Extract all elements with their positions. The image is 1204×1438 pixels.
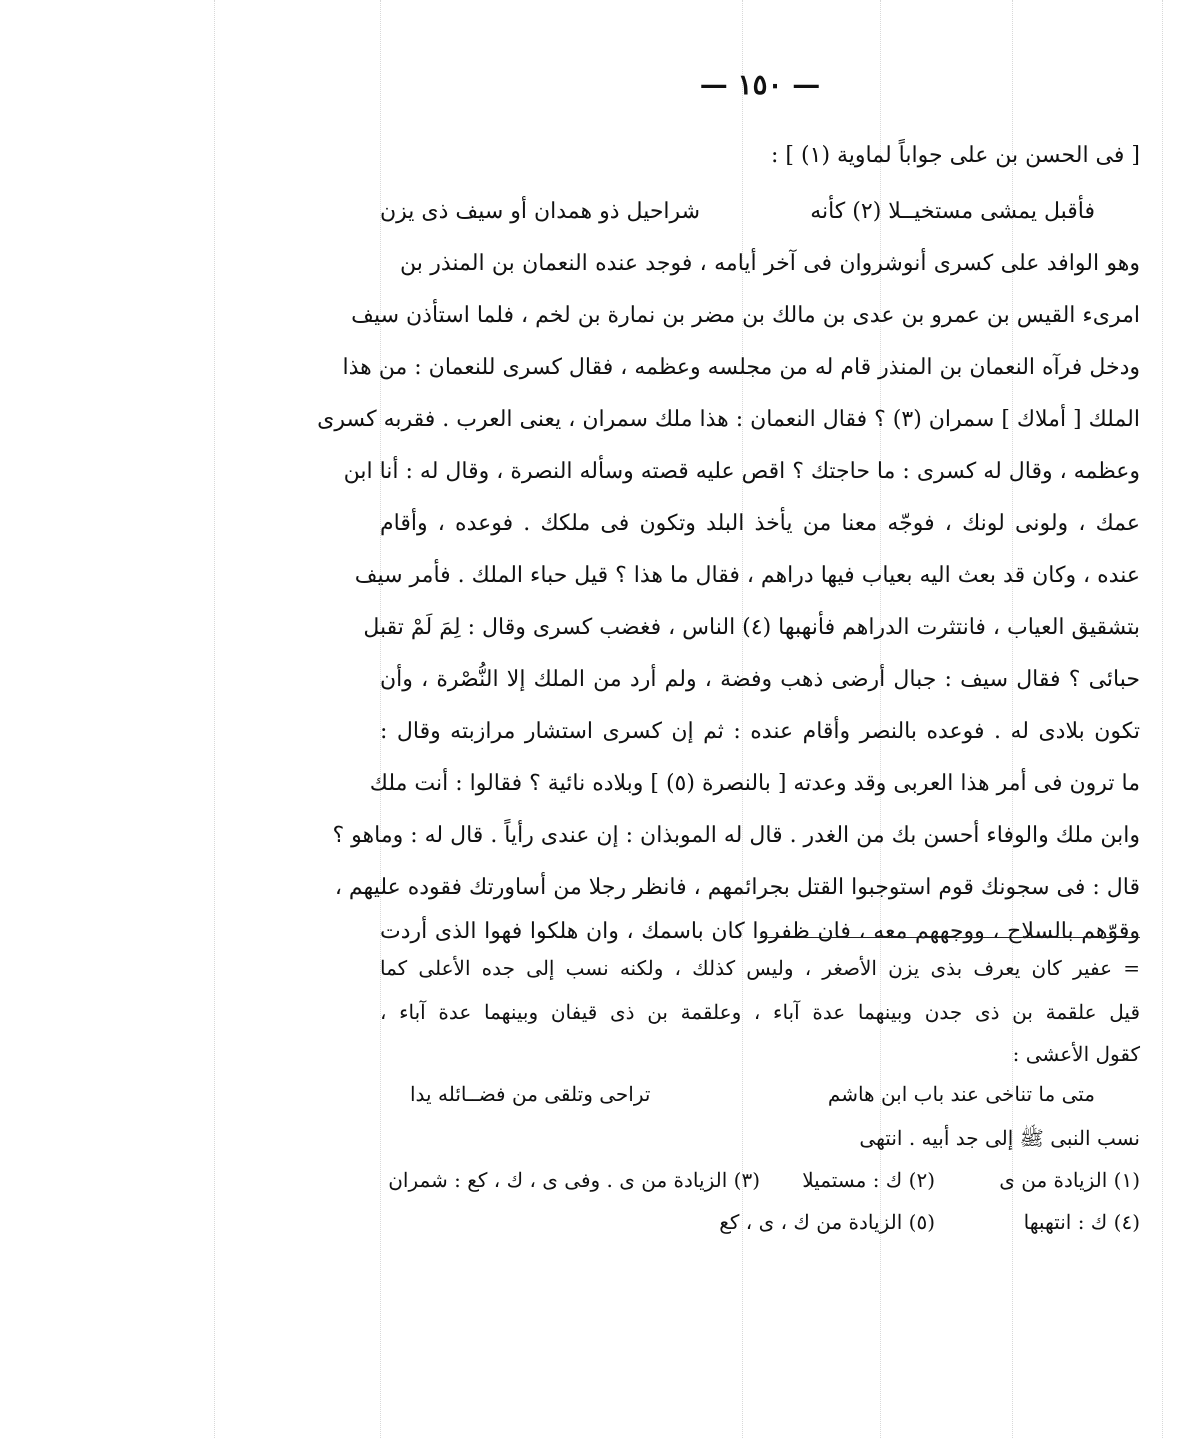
footnote-verse-first: متى ما تناخى عند باب ابن هاشم (827, 1082, 1095, 1106)
footnote-line: = عفير كان يعرف بذى يزن الأصغر ، وليس كذلك ، ولكنه نسب إلى جده الأعلى كما (380, 956, 1140, 980)
footnote-ref: (٣) الزيادة من ى . وفى ى ، ك ، كع : شمران (388, 1168, 760, 1192)
verse-first-hemistich: فأقبل يمشى مستخيــلا (٢) كأنه (810, 199, 1095, 224)
verse-second-hemistich: شراحيل ذو همدان أو سيف ذى يزن (380, 199, 701, 224)
body-line: ودخل فرآه النعمان بن المنذر قام له من مجلسه وعظمه ، فقال كسرى للنعمان : من هذا (342, 355, 1140, 380)
body-line: امرىء القيس بن عمرو بن عدى بن مالك بن مضر بن نمارة بن لخم ، فلما استأذن سيف (351, 303, 1140, 328)
footnote-line: نسب النبى ﷺ إلى جد أبيه . انتهى (859, 1126, 1140, 1150)
body-line: بتشقيق العياب ، فانتثرت الدراهم فأنهبها (٤) الناس ، فغضب كسرى وقال : لِمَ لَمْ تقبل (363, 615, 1140, 640)
body-line: عمك ، ولونى لونك ، فوجّه معنا من يأخذ البلد وتكون فى ملكك . فوعده ، وأقام (380, 511, 1140, 536)
footnote-ref: (١) الزيادة من ى (999, 1168, 1140, 1192)
body-line: الملك [ أملاك ] سمران (٣) ؟ فقال النعمان : هذا ملك سمران ، يعنى العرب . فقربه كسرى (317, 407, 1140, 432)
book-page (317, 0, 1140, 1438)
body-line: قال : فى سجونك قوم استوجبوا القتل بجرائمهم ، فانظر رجلا من أساورتك فقوده عليهم ، (334, 875, 1140, 900)
body-line: وعظمه ، وقال له كسرى : ما حاجتك ؟ اقص عليه قصته وسأله النصرة ، وقال له : أنا ابن (343, 459, 1140, 484)
section-heading: [ فى الحسن بن على جواباً لماوية (١) ] : (771, 143, 1140, 168)
verse (380, 192, 1140, 232)
scan-artifact (1162, 0, 1163, 1438)
body-line: حبائى ؟ فقال سيف : جبال أرضى ذهب وفضة ، ولم أرد من الملك إلا النُّصْرة ، وأن (380, 667, 1140, 692)
footnote-verse (380, 1076, 1140, 1112)
footnote-line: كقول الأعشى : (1012, 1042, 1140, 1066)
footnote-ref: (٤) ك : انتهبها (1023, 1210, 1140, 1234)
footnote-line: قيل علقمة بن ذى جدن وبينهما عدة آباء ، وعلقمة بن ذى قيفان وبينهما عدة آباء ، (380, 1000, 1140, 1024)
footnote-ref: (٥) الزيادة من ك ، ى ، كع (719, 1210, 935, 1234)
footnote-verse-second: تراحى وتلقى من فضــائله يدا (410, 1082, 651, 1106)
body-line: تكون بلادى له . فوعده بالنصر وأقام عنده : ثم إن كسرى استشار مرازبته وقال : (380, 719, 1140, 744)
body-line: ما ترون فى أمر هذا العربى وقد وعدته [ بالنصرة (٥) ] وبلاده نائية ؟ فقالوا : أنت ملك (369, 771, 1140, 796)
footnote-refs-row (380, 1162, 1140, 1198)
page-number: — ١٥٠ — (699, 68, 821, 101)
body-line: وابن ملك والوفاء أحسن بك من الغدر . قال له الموبذان : إن عندى رأياً . قال له : وماهو ؟ (332, 823, 1140, 848)
footnote-divider (760, 937, 1140, 938)
scan-artifact (214, 0, 215, 1438)
footnote-ref: (٢) ك : مستميلا (802, 1168, 935, 1192)
body-line: وقوّهم بالسلاح ، ووجههم معه ، فان ظفروا كان باسمك ، وان هلكوا فهوا الذى أردت (380, 919, 1140, 944)
body-line: وهو الوافد على كسرى أنوشروان فى آخر أيامه ، فوجد عنده النعمان بن المنذر بن (400, 251, 1140, 276)
body-line: عنده ، وكان قد بعث اليه بعياب فيها دراهم ، فقال ما هذا ؟ قيل حباء الملك . فأمر سيف (354, 563, 1140, 588)
footnote-refs-row (380, 1204, 1140, 1240)
